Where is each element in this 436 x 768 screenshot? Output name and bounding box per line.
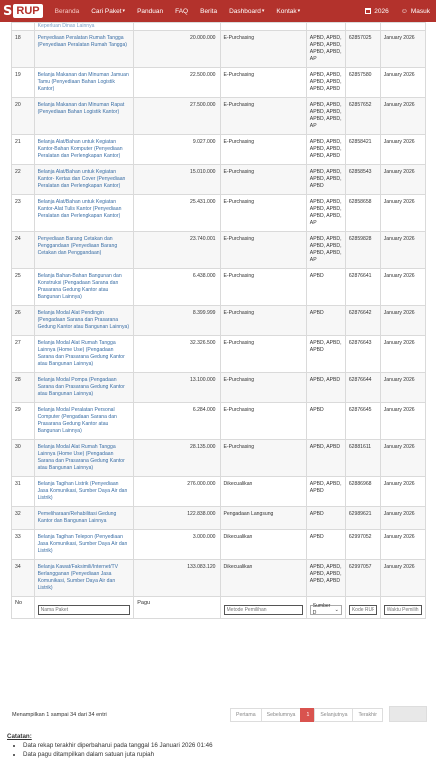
paket-name-link[interactable]: Keperluan Dinas Lainnya xyxy=(37,23,95,29)
page-current[interactable]: 1 xyxy=(300,708,315,722)
cell-metode: E-Purchasing xyxy=(223,199,255,205)
cell-no: 19 xyxy=(15,72,21,78)
cell-kode: 62876645 xyxy=(348,407,372,413)
cell-kode: 62876641 xyxy=(348,273,372,279)
no-column-label: No xyxy=(15,600,23,606)
nav-item-kontak[interactable] xyxy=(270,0,306,22)
cell-kode: 62876643 xyxy=(348,340,372,346)
caret-down-icon: ▾ xyxy=(122,8,126,14)
table-row xyxy=(12,560,426,597)
nav-item-label: Panduan xyxy=(137,7,164,15)
cell-kode: 62997052 xyxy=(348,534,372,540)
paket-name-link[interactable]: Penyediaan Barang Cetakan dan Penggandaan (Penyediaan Barang Cetakan dan Penggandaan) xyxy=(37,236,118,256)
caret-down-icon: ▾ xyxy=(261,8,265,14)
cell-kode: 62857580 xyxy=(348,72,372,78)
top-navbar xyxy=(0,0,436,22)
cell-metode: E-Purchasing xyxy=(223,72,255,78)
cell-pagu: 9.027.000 xyxy=(192,139,216,145)
nav-right xyxy=(359,0,436,22)
paket-name-link[interactable]: Belanja Bahan-Bahan Bangunan dan Konstruksi (Pengadaan Sarana dan Prasarana Gedung Kantor atau Bangunan Lainnya) xyxy=(37,273,122,300)
cell-metode: E-Purchasing xyxy=(223,273,255,279)
paket-table-container xyxy=(11,22,426,619)
cell-pagu: 15.010.000 xyxy=(190,169,216,175)
cell-metode: E-Purchasing xyxy=(223,236,255,242)
paket-name-link[interactable]: Belanja Modal Peralatan Personal Computer (Pengadaan Sarana dan Prasarana Gedung Kantor atau Bangunan Lainnya) xyxy=(37,407,117,434)
cell-metode: E-Purchasing xyxy=(223,169,255,175)
table-row xyxy=(12,477,426,507)
cell-pagu: 20.000.000 xyxy=(190,35,216,41)
sumber-select-value: Sumber D xyxy=(312,603,331,616)
table-row xyxy=(12,98,426,135)
page-next[interactable]: Selanjutnya xyxy=(314,708,353,722)
cell-waktu: January 2026 xyxy=(383,511,415,517)
cell-no: 25 xyxy=(15,273,21,279)
paket-name-link[interactable]: Belanja Alat/Bahan untuk Kegiatan Kantor-Bahan Komputer (Penyediaan Peralatan dan Perlengkapan Kantor) xyxy=(37,139,123,159)
table-row-partial xyxy=(12,23,426,31)
cell-kode: 62858421 xyxy=(348,139,372,145)
table-info: Menampilkan 1 sampai 34 dari 34 entri xyxy=(12,712,107,718)
paket-name-link[interactable]: Penyediaan Peralatan Rumah Tangga (Penyediaan Peralatan Rumah Tangga) xyxy=(37,35,127,48)
horizontal-scrollbar[interactable] xyxy=(389,706,427,722)
sirup-logo[interactable] xyxy=(0,0,43,22)
cell-sumber: APBD, APBD, APBD, APBD, APBD, APBD, AP xyxy=(309,35,342,62)
cell-sumber: APBD, APBD, APBD, APBD, APBD, APBD xyxy=(309,72,342,92)
cell-pagu: 32.326.500 xyxy=(190,340,216,346)
year-label: 2026 xyxy=(374,7,389,15)
notes-list xyxy=(7,742,213,759)
paket-name-link[interactable]: Belanja Makanan dan Minuman Rapat (Penyediaan Bahan Logistik Kantor) xyxy=(37,102,125,115)
caret-down-icon: ▾ xyxy=(297,8,301,14)
nav-item-label: Berita xyxy=(200,7,218,15)
cell-kode: 62876642 xyxy=(348,310,372,316)
cell-waktu: January 2026 xyxy=(383,377,415,383)
cell-waktu: January 2026 xyxy=(383,169,415,175)
cell-kode: 62859828 xyxy=(348,236,372,242)
logo-rup: RUP xyxy=(13,4,42,18)
cell-pagu: 276.000.000 xyxy=(187,481,216,487)
cell-pagu: 8.399.999 xyxy=(192,310,216,316)
nav-item-label: FAQ xyxy=(175,7,189,15)
login-link[interactable] xyxy=(395,0,436,22)
cell-waktu: January 2026 xyxy=(383,199,415,205)
cell-no: 20 xyxy=(15,102,21,108)
cell-pagu: 22.500.000 xyxy=(190,72,216,78)
cell-waktu: January 2026 xyxy=(383,444,415,450)
table-row xyxy=(12,306,426,336)
table-row xyxy=(12,31,426,68)
cell-waktu: January 2026 xyxy=(383,534,415,540)
cell-no: 28 xyxy=(15,377,21,383)
notes-title: Catatan: xyxy=(7,733,32,740)
paket-name-link[interactable]: Belanja Makanan dan Minuman Jamuan Tamu (Penyediaan Bahan Logistik Kantor) xyxy=(37,72,129,92)
cell-waktu: January 2026 xyxy=(383,273,415,279)
page-last[interactable]: Terakhir xyxy=(352,708,382,722)
cell-metode: Pengadaan Langsung xyxy=(223,511,274,517)
cell-metode: Dikecualikan xyxy=(223,534,253,540)
paket-name-link[interactable]: Belanja Modal Pompa (Pengadaan Sarana dan Prasarana Gedung Kantor atau Bangunan Lainnya) xyxy=(37,377,125,397)
cell-sumber: APBD, APBD, APBD, APBD, APBD, APBD, AP xyxy=(309,199,342,226)
cell-sumber: APBD, APBD, APBD, APBD, APBD, APBD, AP xyxy=(309,236,342,263)
cell-metode: E-Purchasing xyxy=(223,310,255,316)
nav-item-label: Cari Paket xyxy=(91,7,122,15)
year-selector[interactable] xyxy=(359,0,394,22)
cell-waktu: January 2026 xyxy=(383,407,415,413)
cell-metode: Dikecualikan xyxy=(223,481,253,487)
cell-sumber: APBD, APBD, APBD, APBD, APBD, APBD, AP xyxy=(309,102,342,129)
cell-kode: 62989621 xyxy=(348,511,372,517)
cell-no: 24 xyxy=(15,236,21,242)
cell-pagu: 25.431.000 xyxy=(190,199,216,205)
cell-sumber: APBD, APBD xyxy=(309,444,341,450)
paket-name-link[interactable]: Belanja Modal Alat Pendingin (Pengadaan Sarana dan Prasarana Gedung Kantor atau Bangunan Lainnya) xyxy=(37,310,130,330)
table-row xyxy=(12,135,426,165)
cell-waktu: January 2026 xyxy=(383,35,415,41)
logo-letter: S xyxy=(3,3,13,19)
cell-sumber: APBD, APBD, APBD xyxy=(309,340,342,353)
cell-metode: E-Purchasing xyxy=(223,340,255,346)
cell-kode: 62886968 xyxy=(348,481,372,487)
cell-sumber: APBD xyxy=(309,534,324,540)
cell-waktu: January 2026 xyxy=(383,236,415,242)
nav-item-label: Kontak xyxy=(276,7,297,15)
cell-pagu: 13.100.000 xyxy=(190,377,216,383)
metode-filter-input[interactable] xyxy=(224,605,303,615)
cell-no: 23 xyxy=(15,199,21,205)
cell-metode: Dikecualikan xyxy=(223,564,253,570)
cell-no: 22 xyxy=(15,169,21,175)
cell-no: 21 xyxy=(15,139,21,145)
cell-kode: 62857025 xyxy=(348,35,372,41)
cell-kode: 62858658 xyxy=(348,199,372,205)
paket-table xyxy=(11,22,426,619)
cell-no: 34 xyxy=(15,564,21,570)
nav-item-cari-paket[interactable] xyxy=(85,0,131,22)
cell-no: 26 xyxy=(15,310,21,316)
filter-row xyxy=(12,597,426,619)
chevron-down-icon: ⌄ xyxy=(334,606,339,613)
cell-metode: E-Purchasing xyxy=(223,139,255,145)
page-prev[interactable]: Sebelumnya xyxy=(261,708,302,722)
cell-kode: 62997057 xyxy=(348,564,372,570)
nav-item-berita[interactable] xyxy=(194,0,223,22)
cell-waktu: January 2026 xyxy=(383,139,415,145)
nav-item-label: Dashboard xyxy=(229,7,261,15)
cell-metode: E-Purchasing xyxy=(223,35,255,41)
nav-item-panduan[interactable] xyxy=(131,0,169,22)
paket-name-link[interactable]: Belanja Alat/Bahan untuk Kegiatan Kantor- Kertas dan Cover (Penyediaan Peralatan dan Perlengkapan Kantor) xyxy=(37,169,126,189)
cell-waktu: January 2026 xyxy=(383,481,415,487)
table-row xyxy=(12,530,426,560)
kode-rup-filter-input[interactable] xyxy=(349,605,377,615)
paket-name-link[interactable]: Belanja Kawat/Faksimili/Internet/TV Berlangganan (Penyediaan Jasa Komunikasi, Sumber Daya Air dan Listrik) xyxy=(37,564,118,591)
cell-pagu: 27.500.000 xyxy=(190,102,216,108)
cell-pagu: 122.838.000 xyxy=(187,511,216,517)
cell-waktu: January 2026 xyxy=(383,564,415,570)
cell-pagu: 23.740.001 xyxy=(190,236,216,242)
user-icon: ☺ xyxy=(400,7,408,15)
login-label: Masuk xyxy=(410,7,430,15)
cell-no: 33 xyxy=(15,534,21,540)
table-row xyxy=(12,269,426,306)
nav-item-beranda[interactable] xyxy=(49,0,86,22)
cell-no: 27 xyxy=(15,340,21,346)
pagu-column-label: Pagu xyxy=(137,600,151,606)
nav-item-dashboard[interactable] xyxy=(223,0,270,22)
cell-sumber: APBD, APBD, APBD xyxy=(309,481,342,494)
cell-no: 32 xyxy=(15,511,21,517)
calendar-icon xyxy=(365,8,371,14)
paket-name-link[interactable]: Belanja Tagihan Listrik (Penyediaan Jasa Komunikasi, Sumber Daya Air dan Listrik) xyxy=(37,481,128,501)
cell-no: 30 xyxy=(15,444,21,450)
table-row xyxy=(12,336,426,373)
cell-sumber: APBD xyxy=(309,273,324,279)
cell-kode: 62857652 xyxy=(348,102,372,108)
cell-sumber: APBD xyxy=(309,310,324,316)
paket-name-link[interactable]: Belanja Alat/Bahan untuk Kegiatan Kantor-Alat Tulis Kantor (Penyediaan Peralatan dan Perlengkapan Kantor) xyxy=(37,199,122,219)
cell-metode: E-Purchasing xyxy=(223,407,255,413)
sumber-dana-select[interactable] xyxy=(310,605,342,615)
table-row xyxy=(12,165,426,195)
cell-sumber: APBD xyxy=(309,407,324,413)
paket-name-link[interactable]: Pemeliharaan/Rehabilitasi Gedung Kantor dan Bangunan Lainnya xyxy=(37,511,117,524)
cell-sumber: APBD, APBD, APBD, APBD, APBD, APBD xyxy=(309,564,342,584)
cell-kode: 62858543 xyxy=(348,169,372,175)
cell-waktu: January 2026 xyxy=(383,102,415,108)
cell-pagu: 133.083.120 xyxy=(187,564,216,570)
cell-sumber: APBD xyxy=(309,511,324,517)
nav-menu xyxy=(49,0,307,22)
pagination xyxy=(231,708,383,722)
cell-sumber: APBD, APBD, APBD, APBD, APBD xyxy=(309,169,342,189)
cell-sumber: APBD, APBD, APBD, APBD, APBD, APBD xyxy=(309,139,342,159)
cell-metode: E-Purchasing xyxy=(223,377,255,383)
cell-metode: E-Purchasing xyxy=(223,102,255,108)
cell-no: 31 xyxy=(15,481,21,487)
cell-pagu: 3.000.000 xyxy=(192,534,216,540)
page-first[interactable]: Pertama xyxy=(230,708,262,722)
cell-waktu: January 2026 xyxy=(383,72,415,78)
table-row xyxy=(12,232,426,269)
cell-sumber: APBD, APBD xyxy=(309,377,341,383)
nav-item-faq[interactable] xyxy=(169,0,194,22)
paket-name-link[interactable]: Belanja Modal Alat Rumah Tangga Lainnya (Home Use) (Pengadaan Sarana dan Prasarana Gedung Kantor atau Bangunan Lainnya) xyxy=(37,444,125,471)
table-row xyxy=(12,373,426,403)
table-row xyxy=(12,440,426,477)
waktu-filter-input[interactable] xyxy=(384,605,422,615)
table-row xyxy=(12,195,426,232)
nav-item-label: Beranda xyxy=(54,7,80,15)
cell-pagu: 6.438.000 xyxy=(192,273,216,279)
cell-waktu: January 2026 xyxy=(383,340,415,346)
cell-no: 29 xyxy=(15,407,21,413)
cell-metode: E-Purchasing xyxy=(223,444,255,450)
cell-pagu: 6.284.000 xyxy=(192,407,216,413)
cell-no: 18 xyxy=(15,35,21,41)
table-row xyxy=(12,403,426,440)
note-item: • Data pagu ditampilkan dalam satuan juta rupiah xyxy=(23,751,213,760)
notes-section xyxy=(7,733,213,759)
cell-pagu: 28.135.000 xyxy=(190,444,216,450)
cell-kode: 62876644 xyxy=(348,377,372,383)
nama-paket-filter-input[interactable] xyxy=(38,605,131,615)
table-row xyxy=(12,507,426,530)
note-item: • Data rekap terakhir diperbaharui pada tanggal 16 Januari 2026 01:46 xyxy=(23,742,213,751)
table-row xyxy=(12,68,426,98)
paket-name-link[interactable]: Belanja Tagihan Telepon (Penyediaan Jasa Komunikasi, Sumber Daya Air dan Listrik) xyxy=(37,534,128,554)
cell-waktu: January 2026 xyxy=(383,310,415,316)
paket-name-link[interactable]: Belanja Modal Alat Rumah Tangga Lainnya (Home Use) (Pengadaan Sarana dan Prasarana Gedung Kantor atau Bangunan Lainnya) xyxy=(37,340,125,367)
cell-kode: 62881611 xyxy=(348,444,372,450)
